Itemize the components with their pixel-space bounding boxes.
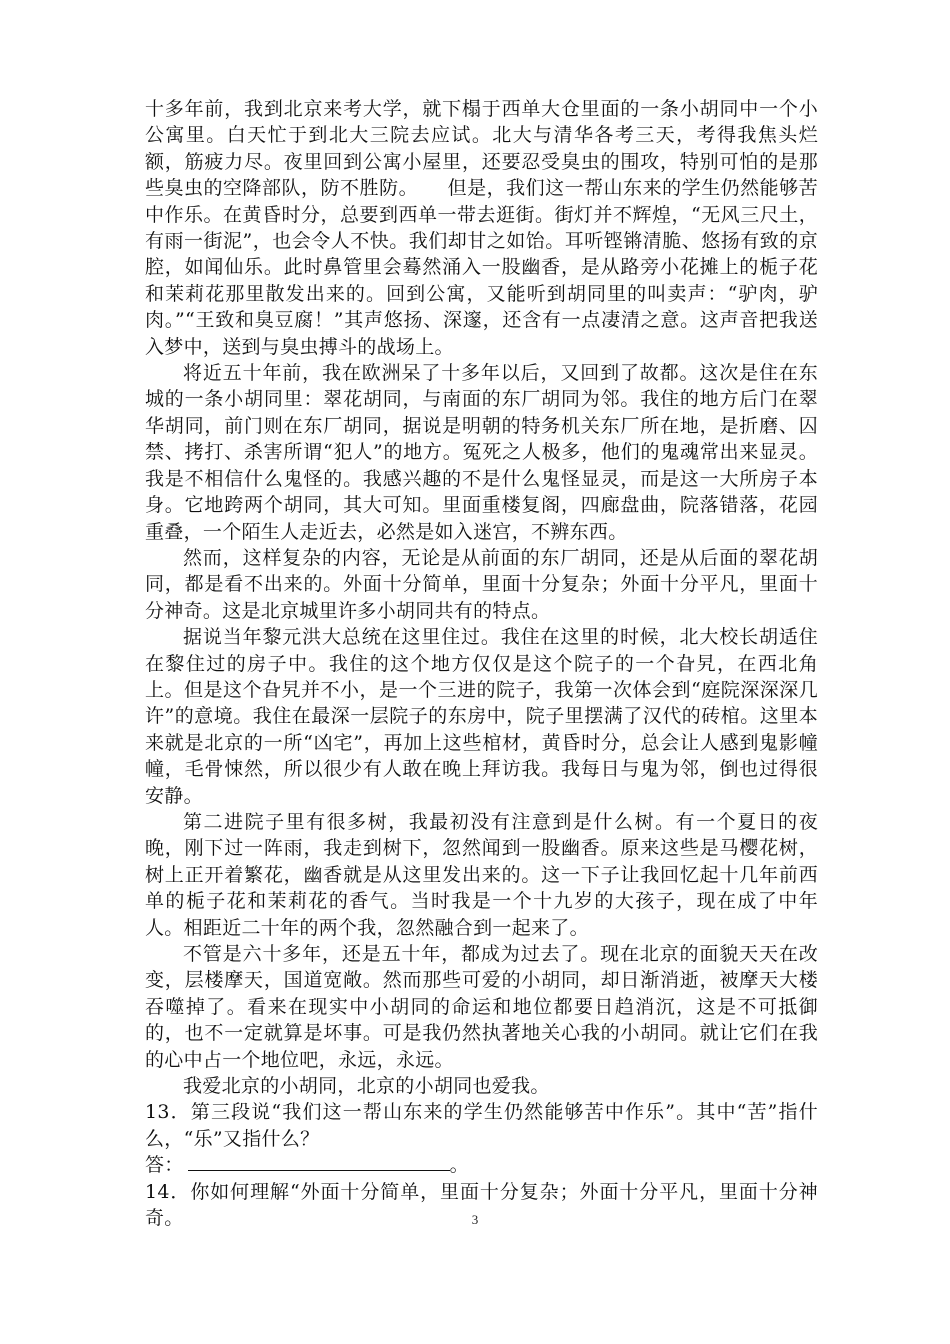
paragraph-3: 然而，这样复杂的内容，无论是从前面的东厂胡同，还是从后面的翠花胡同，都是看不出来的。外面十分简单，里面十分复杂；外面十分平凡，里面十分神奇。这是北京城里许多小胡同共有的特点。	[145, 546, 818, 622]
question-14: 14．你如何理解“外面十分简单，里面十分复杂；外面十分平凡，里面十分神奇。	[145, 1180, 818, 1230]
answer-end-mark: 。	[449, 1154, 469, 1177]
question-13: 13．第三段说“我们这一帮山东来的学生仍然能够苦中作乐”。其中“苦”指什么，“乐”又指什么？	[145, 1101, 818, 1150]
answer-line-13	[145, 1152, 818, 1178]
paragraph-1: 十多年前，我到北京来考大学，就下榻于西单大仓里面的一条小胡同中一个小公寓里。白天忙于到北大三院去应试。北大与清华各考三天，考得我焦头烂额，筋疲力尽。夜里回到公寓小屋里，还要忍受臭虫的围攻，特别可怕的是那些臭虫的空降部队，防不胜防。 但是，我们这一帮山东来的学生仍然能够苦中作乐。在黄昏时分，总要到西单一带去逛街。街灯并不辉煌，“无风三尺土，有雨一街泥”，也会令人不快。我们却甘之如饴。耳听铿锵清脆、悠扬有致的京腔，如闻仙乐。此时鼻管里会蓦然涌入一股幽香，是从路旁小花摊上的栀子花和茉莉花那里散发出来的。回到公寓，又能听到胡同里的叫卖声：“驴肉，驴肉。”“王致和臭豆腐！”其声悠扬、深邃，还含有一点凄清之意。这声音把我送入梦中，送到与臭虫搏斗的战场上。	[145, 98, 818, 358]
answer-blank-field[interactable]	[188, 1152, 450, 1171]
paragraph-6: 不管是六十多年，还是五十年，都成为过去了。现在北京的面貌天天在改变，层楼摩天，国道宽敞。然而那些可爱的小胡同，却日渐消逝，被摩天大楼吞噬掉了。看来在现实中小胡同的命运和地位都要日趋消沉，这是不可抵御的，也不一定就算是坏事。可是我仍然执著地关心我的小胡同。就让它们在我的心中占一个地位吧，永远，永远。	[145, 943, 818, 1071]
paragraph-5: 第二进院子里有很多树，我最初没有注意到是什么树。有一个夏日的夜晚，刚下过一阵雨，我走到树下，忽然闻到一股幽香。原来这些是马樱花树，树上正开着繁花，幽香就是从这里发出来的。这一下子让我回忆起十几年前西单的栀子花和茉莉花的香气。当时我是一个十九岁的大孩子，现在成了中年人。相距近二十年的两个我，忽然融合到一起来了。	[145, 810, 818, 939]
article-body	[145, 96, 818, 1231]
paragraph-7: 我爱北京的小胡同，北京的小胡同也爱我。	[183, 1075, 550, 1098]
page-number: 3	[471, 1212, 479, 1227]
paragraph-2: 将近五十年前，我在欧洲呆了十多年以后，又回到了故都。这次是住在东城的一条小胡同里：翠花胡同，与南面的东厂胡同为邻。我住的地方后门在翠华胡同，前门则在东厂胡同，据说是明朝的特务机关东厂所在地，是折磨、囚禁、拷打、杀害所谓“犯人”的地方。冤死之人极多，他们的鬼魂常出来显灵。我是不相信什么鬼怪的。我感兴趣的不是什么鬼怪显灵，而是这一大所房子本身。它地跨两个胡同，其大可知。里面重楼复阁，四廊盘曲，院落错落，花园重叠，一个陌生人走近去，必然是如入迷宫，不辨东西。	[145, 362, 818, 543]
paragraph-4: 据说当年黎元洪大总统在这里住过。我住在这里的时候，北大校长胡适住在黎住过的房子中。我住的这个地方仅仅是这个院子的一个旮旯，在西北角上。但是这个旮旯并不小，是一个三进的院子，我第一次体会到“庭院深深深几许”的意境。我住在最深一层院子的东房中，院子里摆满了汉代的砖棺。这里本来就是北京的一所“凶宅”，再加上这些棺材，黄昏时分，总会让人感到鬼影幢幢，毛骨悚然，所以很少有人敢在晚上拜访我。我每日与鬼为邻，倒也过得很安静。	[145, 626, 818, 807]
answer-label: 答：	[145, 1154, 184, 1177]
